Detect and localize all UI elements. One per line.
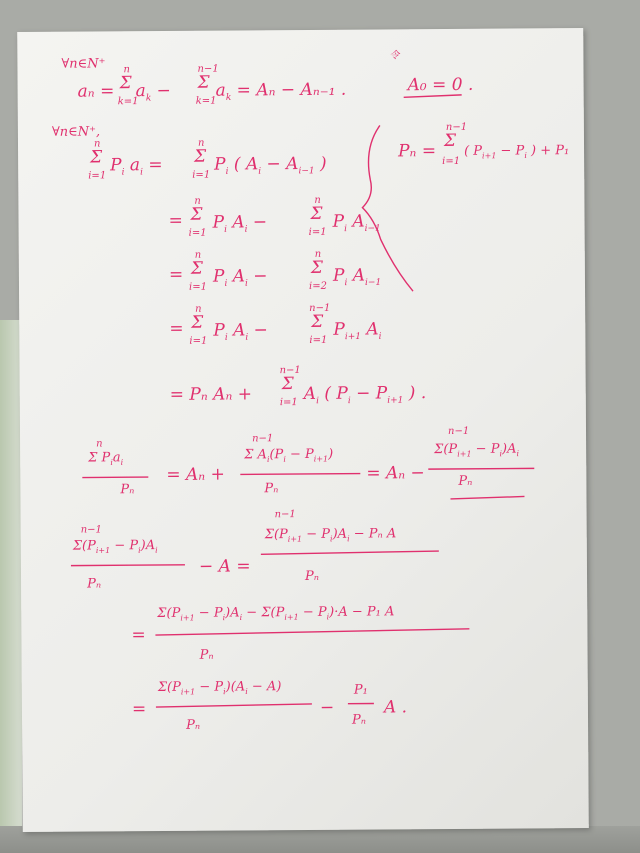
f1-num: Σ $P_ia_i$ (88, 450, 124, 467)
l4-sig-b: Σ (311, 311, 324, 332)
pn-sigma: Σ (443, 130, 457, 152)
l1-sigma: Σ (90, 147, 103, 168)
l1-bot-b: i=1 (192, 169, 211, 181)
f3-bar (155, 629, 469, 635)
desk-left-edge (0, 320, 22, 853)
l2-bot-a: i=1 (188, 227, 207, 239)
sigma-1: Σ (119, 73, 132, 94)
l5-end: $A_i$ ( $P_i - P_{i+1}$ ) . (303, 383, 427, 407)
l1-bot: i=1 (88, 170, 107, 182)
l4-sig-a: Σ (191, 312, 204, 333)
f1-num-top: n (96, 438, 103, 450)
f2-a-top: n−1 (80, 524, 102, 536)
f2-a-den: Pₙ (87, 576, 102, 592)
pn-sum-bot: i=1 (442, 155, 461, 168)
sum-top-2: n−1 (197, 63, 219, 75)
l2-eq: = (168, 210, 183, 231)
f4-num: $\Sigma(P_{i+1} - P_i)(A_i - A)$ (157, 679, 282, 697)
f1-c-under (450, 496, 524, 499)
f1-b-top: n−1 (252, 433, 274, 445)
f1-c-top: n−1 (447, 425, 470, 437)
sum-bot-2: k=1 (195, 95, 217, 107)
l2-top-a: n (194, 195, 201, 207)
l4-mid: $P_i$ $A_i$ − (213, 320, 268, 343)
l2-mid: $P_i$ $A_i$ − (212, 212, 268, 235)
l1-rhs: $P_i$ ( $A_i - A_{i-1}$ ) (214, 153, 327, 177)
f1-c-bar (428, 468, 534, 469)
sum-bot-1: k=1 (117, 96, 139, 108)
l1-top-b: n (197, 137, 205, 149)
f1-eq: = Aₙ + (166, 464, 225, 485)
f2-a-bar (71, 565, 185, 566)
f1-den: Pₙ (120, 482, 135, 498)
l4-bot-a: i=1 (189, 335, 208, 347)
f4-eq: = (131, 699, 147, 720)
an-tail: $a_k = A_n - A_{n-1}$ . (215, 79, 347, 103)
pn-left: Pₙ = (397, 141, 437, 162)
f4-p1: P₁ (353, 682, 368, 698)
l4-top-a: n (195, 303, 202, 315)
f2-b-den: Pₙ (304, 568, 320, 584)
ink-strokes (17, 28, 589, 832)
brace (362, 125, 413, 291)
l4-end: $P_{i+1}$ $A_i$ (333, 319, 382, 343)
forall-n-top: ∀n∈N⁺ (61, 56, 106, 72)
l3-top-a: n (194, 249, 202, 261)
f4-minus: − (319, 697, 335, 718)
l3-sig-b: Σ (310, 257, 323, 278)
f4-pn: Pₙ (351, 712, 367, 728)
l5-left: = Pₙ Aₙ + (169, 384, 253, 405)
l2-bot-b: i=1 (308, 226, 327, 238)
f2-b-bar (261, 551, 439, 554)
sigma-2: Σ (197, 72, 210, 93)
l3-bot-a: i=1 (188, 281, 207, 293)
l5-bot: i=1 (279, 397, 298, 409)
l1-top: n (93, 138, 101, 150)
l4-top-b: n−1 (309, 302, 331, 314)
ling-char: 令 (389, 50, 400, 62)
l1-body: $P_i$ $a_i$ = (110, 154, 163, 178)
l4-bot-b: i=1 (309, 334, 328, 346)
f3-den: Pₙ (199, 647, 214, 663)
l5-sig: Σ (281, 374, 294, 395)
l3-mid: $P_i$ $A_i$ − (212, 266, 268, 289)
f4-bar (156, 704, 312, 707)
handwritten-paper (17, 28, 589, 832)
l4-eq: = (169, 318, 184, 339)
f2-a-num: $\Sigma(P_{i+1} - P_i)A_i$ (72, 538, 158, 556)
f1-b-den: Pₙ (264, 481, 279, 497)
f1-b-num: Σ $A_i(P_i - P_{i+1})$ (244, 446, 334, 464)
l3-top-b: n (314, 248, 322, 260)
l2-end: $P_i$ $A_{i-1}$ (332, 211, 381, 235)
f3-eq: = (131, 625, 146, 646)
ak-1: $a_k$ − (135, 80, 171, 104)
l3-eq: = (168, 264, 184, 285)
an-def: aₙ = (77, 81, 115, 102)
l2-sig-b: Σ (310, 203, 323, 224)
pn-body: ( $P_{i+1} - P_i$ ) + P₁ (464, 143, 570, 161)
f2-eq: − A = (198, 556, 251, 577)
sum-top-1: n (123, 64, 130, 76)
f4-a: A . (383, 697, 408, 718)
l5-top: n−1 (279, 365, 301, 377)
l3-end: $P_i$ $A_{i-1}$ (332, 265, 382, 289)
l2-top-b: n (314, 194, 321, 206)
f4-den: Pₙ (186, 717, 201, 733)
f2-b-num: $\Sigma(P_{i+1} - P_i)A_i - P_n$ A (264, 526, 397, 544)
a0-zero: A₀ = 0 . (407, 74, 474, 96)
f3-num: $\Sigma(P_{i+1} - P_i)A_i - \Sigma(P_{i+1} - P_i)\cdot A - P_1$ A (157, 604, 395, 623)
f1-eq2: = Aₙ − (366, 463, 425, 484)
l1-sigma-b: Σ (194, 146, 207, 167)
pn-sum-top: n−1 (445, 121, 468, 133)
f1-b-bar (240, 474, 360, 475)
l3-bot-b: i=2 (308, 280, 327, 292)
f1-c-den: Pₙ (458, 473, 473, 489)
l2-sig-a: Σ (190, 204, 203, 225)
l3-sig-a: Σ (190, 258, 203, 279)
f1-c-num: $\Sigma(P_{i+1} - P_i)A_i$ (434, 441, 520, 459)
f2-b-top: n−1 (274, 509, 296, 521)
forall-n-2: ∀n∈N⁺, (51, 124, 101, 140)
a0-underline (404, 95, 462, 97)
